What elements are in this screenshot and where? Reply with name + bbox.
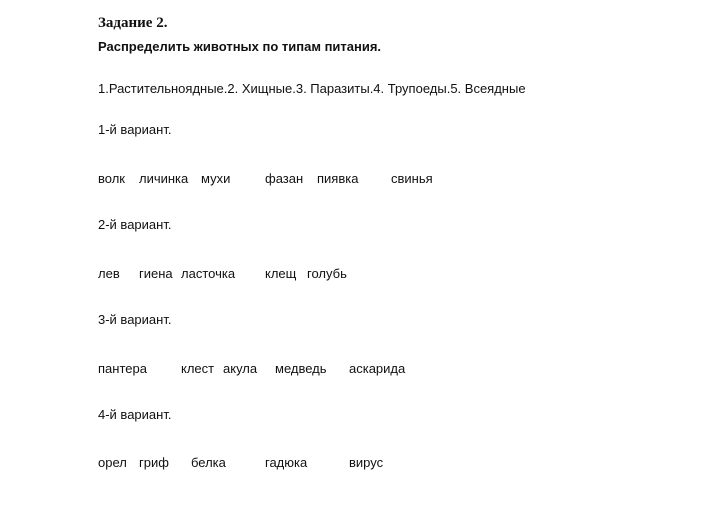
variant-1-animal: свинья: [391, 171, 433, 186]
variant-3-animal: клест: [181, 361, 215, 376]
variant-1-animal: мухи: [201, 171, 231, 186]
variant-2-animal: гиена: [139, 266, 173, 281]
variant-4-animal: гадюка: [265, 455, 308, 470]
variant-4-animal: орел: [98, 455, 127, 470]
variant-1-animal: пиявка: [317, 171, 359, 186]
variant-1-animal: фазан: [265, 171, 304, 186]
feeding-types-list: 1.Растительноядные.2. Хищные.3. Паразиты.4. Трупоеды.5. Всеядные: [98, 81, 526, 96]
variant-3-heading: 3-й вариант.: [98, 312, 172, 327]
task-instruction: Распределить животных по типам питания.: [98, 39, 382, 54]
variant-4-animal: вирус: [349, 455, 384, 470]
variant-3-animal: акула: [223, 361, 258, 376]
variant-2-animal: клещ: [265, 266, 297, 281]
variant-4-animal: гриф: [139, 455, 169, 470]
variant-2-animal: лев: [98, 266, 120, 281]
variant-2-animal: голубь: [307, 266, 347, 281]
variant-1-animal: личинка: [139, 171, 189, 186]
variant-2-animal: ласточка: [181, 266, 236, 281]
variant-3-animal: аскарида: [349, 361, 406, 376]
variant-4-heading: 4-й вариант.: [98, 407, 172, 422]
variant-1-heading: 1-й вариант.: [98, 122, 172, 137]
task-title: Задание 2.: [98, 15, 168, 31]
variant-1-animal: волк: [98, 171, 125, 186]
variant-3-animal: медведь: [275, 361, 327, 376]
variant-2-heading: 2-й вариант.: [98, 217, 172, 232]
variant-3-animal: пантера: [98, 361, 147, 376]
variant-4-animal: белка: [191, 455, 226, 470]
